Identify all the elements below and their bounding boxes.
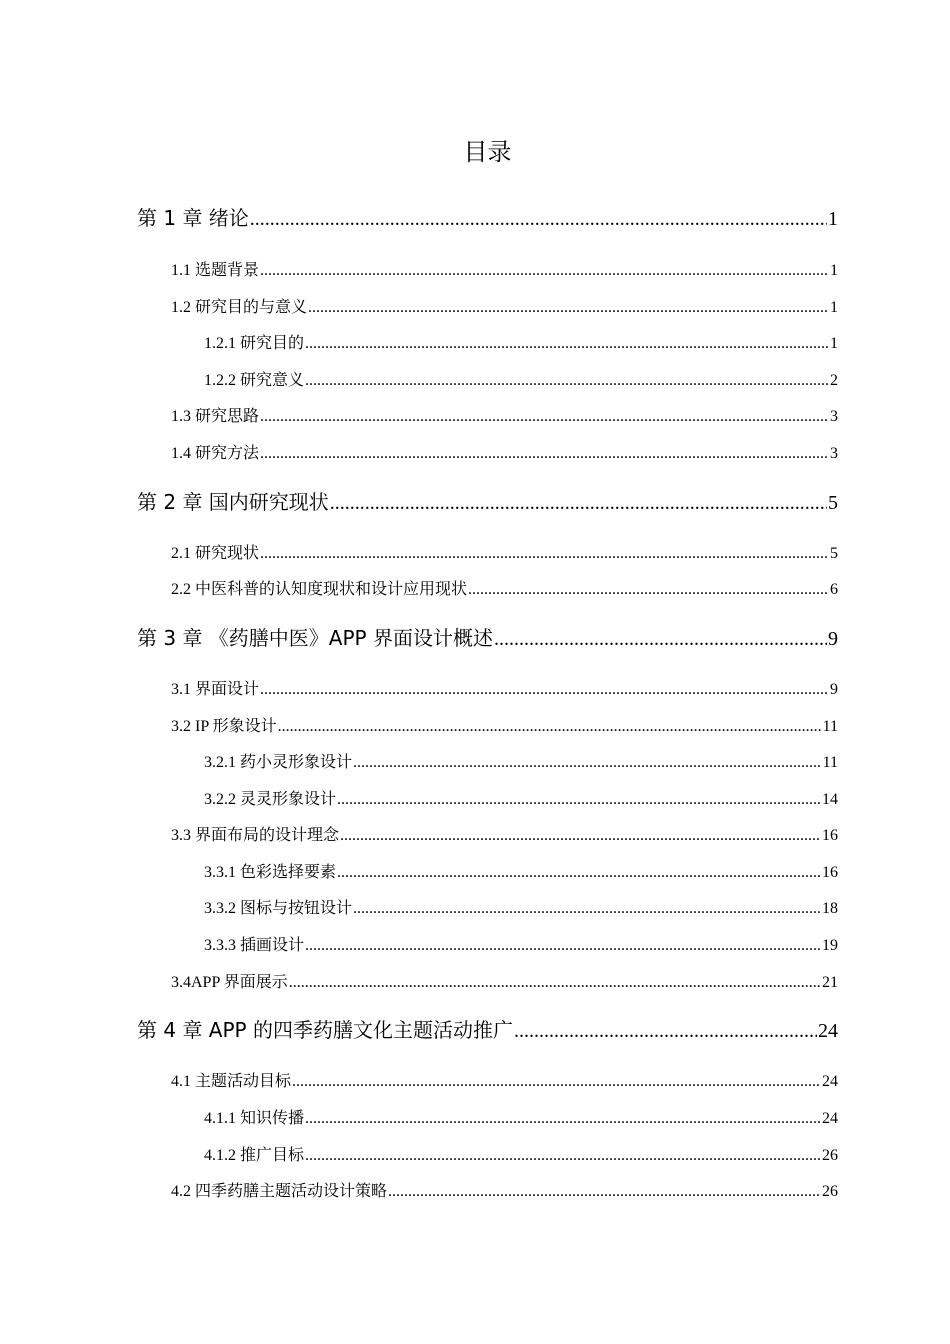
toc-entry-chapter-3[interactable] (137, 622, 838, 651)
toc-leader-dots (337, 791, 821, 809)
toc-entry-4-2[interactable] (171, 1178, 838, 1201)
toc-entry-3-2[interactable] (171, 713, 838, 736)
toc-entry-4-1-2[interactable] (204, 1142, 838, 1165)
toc-entry-page: 3 (830, 445, 838, 462)
toc-entry-page: 5 (828, 492, 838, 514)
toc-entry-page: 2 (830, 372, 838, 389)
toc-entry-chapter-2[interactable] (137, 486, 838, 515)
toc-entry-2-2[interactable] (171, 576, 838, 599)
toc-entry-label: 1.2.2 研究意义 (204, 372, 305, 389)
toc-entry-page: 21 (822, 974, 838, 991)
toc-entry-3-2-1[interactable] (204, 749, 838, 772)
toc-entry-label: 3.2.1 药小灵形象设计 (204, 754, 353, 771)
toc-entry-page: 11 (822, 754, 838, 771)
toc-leader-dots (292, 1073, 821, 1091)
toc-entry-page: 5 (830, 545, 838, 562)
toc-entry-3-3-3[interactable] (204, 932, 838, 955)
toc-entry-page: 14 (822, 791, 838, 808)
toc-entry-page: 16 (822, 827, 838, 844)
toc-entry-page: 24 (822, 1110, 838, 1127)
toc-entry-3-4[interactable] (171, 969, 838, 992)
toc-leader-dots (250, 208, 827, 231)
toc-entry-page: 1 (830, 262, 838, 279)
toc-leader-dots (514, 1020, 817, 1043)
toc-entry-page: 26 (822, 1183, 838, 1200)
toc-entry-1-4[interactable] (171, 440, 838, 463)
toc-entry-label: 2.1 研究现状 (171, 545, 260, 562)
toc-entry-page: 1 (830, 335, 838, 352)
toc-entry-page: 24 (818, 1020, 838, 1042)
toc-entry-label: 1.1 选题背景 (171, 262, 260, 279)
toc-leader-dots (278, 718, 822, 736)
toc-entry-label: 4.2 四季药膳主题活动设计策略 (171, 1183, 388, 1200)
toc-entry-page: 6 (830, 581, 838, 598)
toc-leader-dots (353, 754, 822, 772)
toc-entry-label: 1.3 研究思路 (171, 408, 260, 425)
toc-leader-dots (353, 900, 821, 918)
toc-entry-1-1[interactable] (171, 257, 838, 280)
toc-entry-4-1-1[interactable] (204, 1105, 838, 1128)
toc-entry-label: 3.2.2 灵灵形象设计 (204, 791, 337, 808)
toc-entry-page: 9 (828, 628, 838, 650)
toc-entry-page: 11 (822, 718, 838, 735)
toc-entry-page: 3 (830, 408, 838, 425)
toc-entry-label: 第 2 章 国内研究现状 (137, 490, 329, 514)
toc-entry-label: 4.1.2 推广目标 (204, 1147, 305, 1164)
toc-leader-dots (494, 628, 827, 651)
toc-entry-label: 3.4APP 界面展示 (171, 974, 288, 991)
toc-leader-dots (260, 681, 829, 699)
toc-entry-3-1[interactable] (171, 676, 838, 699)
toc-leader-dots (305, 1110, 821, 1128)
toc-entry-4-1[interactable] (171, 1068, 838, 1091)
toc-leader-dots (330, 492, 827, 515)
toc-leader-dots (305, 335, 829, 353)
toc-entry-page: 9 (830, 681, 838, 698)
toc-entry-label: 1.2 研究目的与意义 (171, 299, 308, 316)
toc-entry-label: 第 4 章 APP 的四季药膳文化主题活动推广 (137, 1018, 513, 1042)
toc-entry-page: 24 (822, 1073, 838, 1090)
toc-entry-1-3[interactable] (171, 403, 838, 426)
toc-entry-chapter-1[interactable] (137, 202, 838, 231)
toc-leader-dots (305, 937, 821, 955)
toc-entry-label: 3.1 界面设计 (171, 681, 260, 698)
toc-entry-3-3-2[interactable] (204, 895, 838, 918)
toc-entry-label: 1.2.1 研究目的 (204, 335, 305, 352)
toc-entry-label: 3.3 界面布局的设计理念 (171, 827, 340, 844)
toc-entry-page: 16 (822, 864, 838, 881)
toc-entry-label: 3.3.1 色彩选择要素 (204, 864, 337, 881)
toc-entry-page: 1 (828, 208, 838, 230)
toc-leader-dots (308, 299, 829, 317)
toc-entry-label: 3.2 IP 形象设计 (171, 718, 277, 735)
toc-entry-1-2-2[interactable] (204, 367, 838, 390)
toc-leader-dots (260, 545, 829, 563)
toc-leader-dots (260, 445, 829, 463)
toc-entry-label: 第 1 章 绪论 (137, 206, 249, 230)
toc-entry-label: 3.3.2 图标与按钮设计 (204, 900, 353, 917)
toc-leader-dots (260, 262, 829, 280)
toc-entry-label: 2.2 中医科普的认知度现状和设计应用现状 (171, 581, 468, 598)
toc-entry-chapter-4[interactable] (137, 1014, 838, 1043)
toc-leader-dots (260, 408, 829, 426)
toc-leader-dots (388, 1183, 821, 1201)
toc-entry-1-2-1[interactable] (204, 330, 838, 353)
toc-entry-1-2[interactable] (171, 294, 838, 317)
toc-leader-dots (337, 864, 821, 882)
toc-leader-dots (340, 827, 821, 845)
toc-entry-label: 4.1.1 知识传播 (204, 1110, 305, 1127)
toc-entry-label: 3.3.3 插画设计 (204, 937, 305, 954)
toc-leader-dots (305, 372, 829, 390)
toc-leader-dots (468, 581, 829, 599)
toc-entry-3-3-1[interactable] (204, 859, 838, 882)
toc-entry-3-2-2[interactable] (204, 786, 838, 809)
toc-leader-dots (289, 974, 821, 992)
toc-entry-label: 第 3 章 《药膳中医》APP 界面设计概述 (137, 626, 493, 650)
toc-entry-page: 19 (822, 937, 838, 954)
toc-entry-page: 1 (830, 299, 838, 316)
toc-entry-label: 4.1 主题活动目标 (171, 1073, 292, 1090)
toc-entry-3-3[interactable] (171, 822, 838, 845)
toc-entry-page: 26 (822, 1147, 838, 1164)
toc-leader-dots (305, 1147, 821, 1165)
toc-entry-page: 18 (822, 900, 838, 917)
toc-entry-label: 1.4 研究方法 (171, 445, 260, 462)
toc-title: 目录 (463, 138, 512, 166)
toc-entry-2-1[interactable] (171, 540, 838, 563)
